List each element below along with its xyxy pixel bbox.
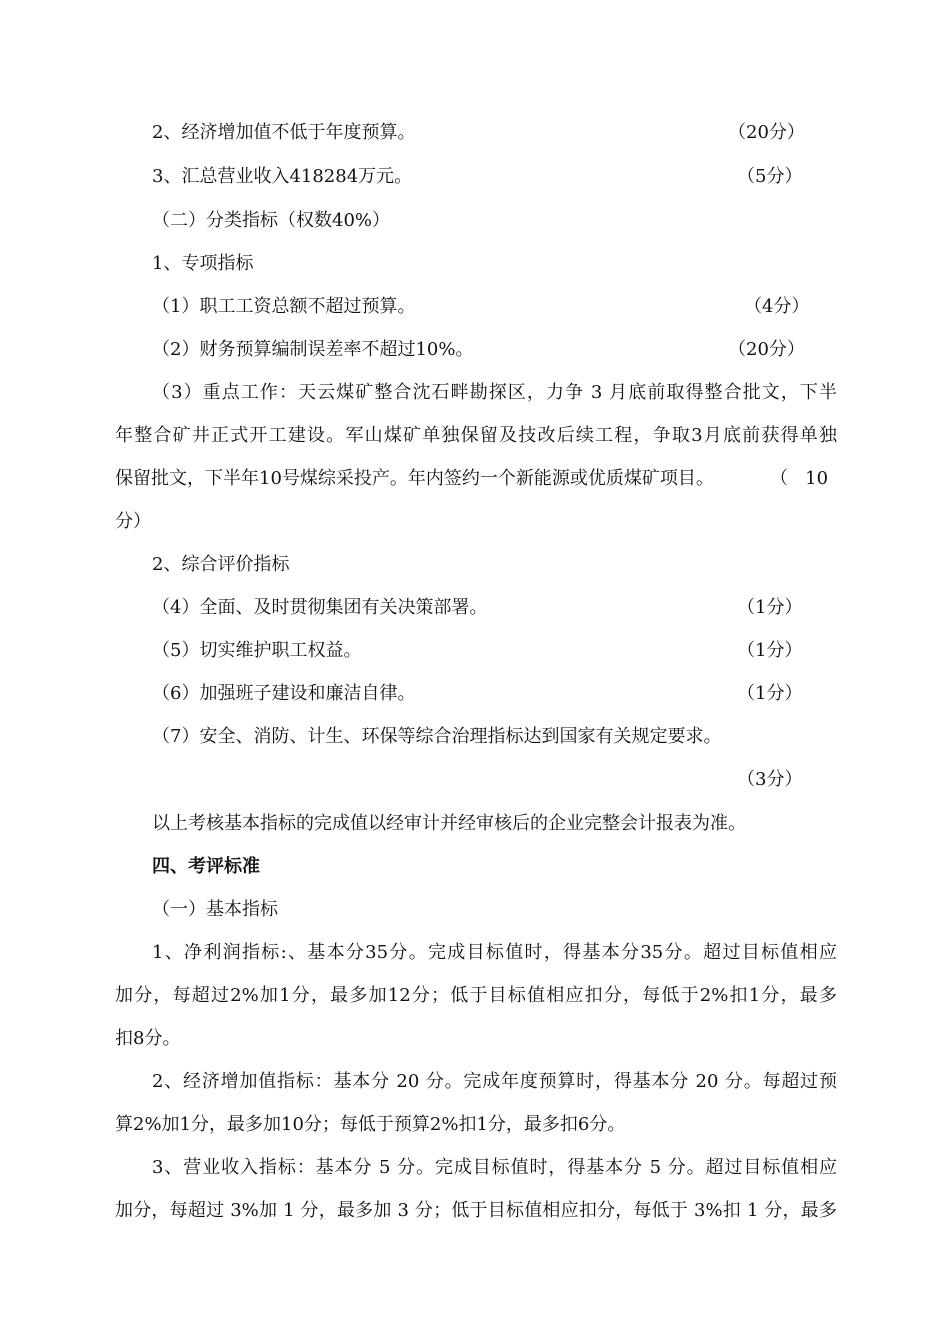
score-label: （ 10: [770, 468, 829, 489]
paragraph-line: 加分，每超过 3%加 1 分，最多加 3 分；低于目标值相应扣分，每低于 3%扣 1 分，最多: [115, 1200, 837, 1221]
score-label: （5分）: [737, 166, 803, 187]
paragraph-line: 分）: [115, 511, 151, 532]
paragraph-line: （3）重点工作：天云煤矿整合沈石畔勘探区，力争 3 月底前取得整合批文，下半: [152, 382, 837, 403]
section-heading: （二）分类指标（权数40%）: [152, 210, 391, 231]
paragraph-line: 1、净利润指标:、基本分35分。完成目标值时，得基本分35分。超过目标值相应: [152, 942, 837, 963]
paragraph-line: 加分，每超过2%加1分，最多加12分；低于目标值相应扣分，每低于2%扣1分，最多: [115, 985, 837, 1006]
text-line: 以上考核基本指标的完成值以经审计并经审核后的企业完整会计报表为准。: [152, 813, 746, 834]
text-line: （1）职工工资总额不超过预算。: [152, 296, 416, 317]
sub-heading: 1、专项指标: [152, 253, 254, 274]
text-line: （2）财务预算编制误差率不超过10%。: [152, 339, 474, 360]
score-label: （20分）: [728, 339, 805, 360]
paragraph-line: 扣8分。: [115, 1028, 181, 1049]
paragraph-line: 算2%加1分，最多加10分；每低于预算2%扣1分，最多扣6分。: [115, 1114, 626, 1135]
paragraph-line: 保留批文，下半年10号煤综采投产。年内签约一个新能源或优质煤矿项目。: [115, 468, 714, 489]
text-line: （7）安全、消防、计生、环保等综合治理指标达到国家有关规定要求。: [152, 726, 722, 747]
sub-heading: 2、综合评价指标: [152, 554, 290, 575]
text-line: （5）切实维护职工权益。: [152, 640, 362, 661]
score-label: （3分）: [737, 769, 803, 790]
text-line: 3、汇总营业收入418284万元。: [152, 166, 413, 187]
score-label: （4分）: [744, 296, 810, 317]
text-line: 2、经济增加值不低于年度预算。: [152, 122, 416, 143]
paragraph-line: 年整合矿井正式开工建设。军山煤矿单独保留及技改后续工程，争取3月底前获得单独: [115, 425, 837, 446]
sub-heading: （一）基本指标: [152, 899, 278, 920]
text-line: （4）全面、及时贯彻集团有关决策部署。: [152, 597, 488, 618]
score-label: （1分）: [737, 683, 803, 704]
score-label: （1分）: [737, 597, 803, 618]
paragraph-line: 3、营业收入指标：基本分 5 分。完成目标值时，得基本分 5 分。超过目标值相应: [152, 1157, 837, 1178]
score-label: （20分）: [728, 122, 805, 143]
score-label: （1分）: [737, 640, 803, 661]
text-line: （6）加强班子建设和廉洁自律。: [152, 683, 416, 704]
section-heading: 四、考评标准: [152, 856, 260, 877]
paragraph-line: 2、经济增加值指标：基本分 20 分。完成年度预算时，得基本分 20 分。每超过预: [152, 1071, 837, 1092]
